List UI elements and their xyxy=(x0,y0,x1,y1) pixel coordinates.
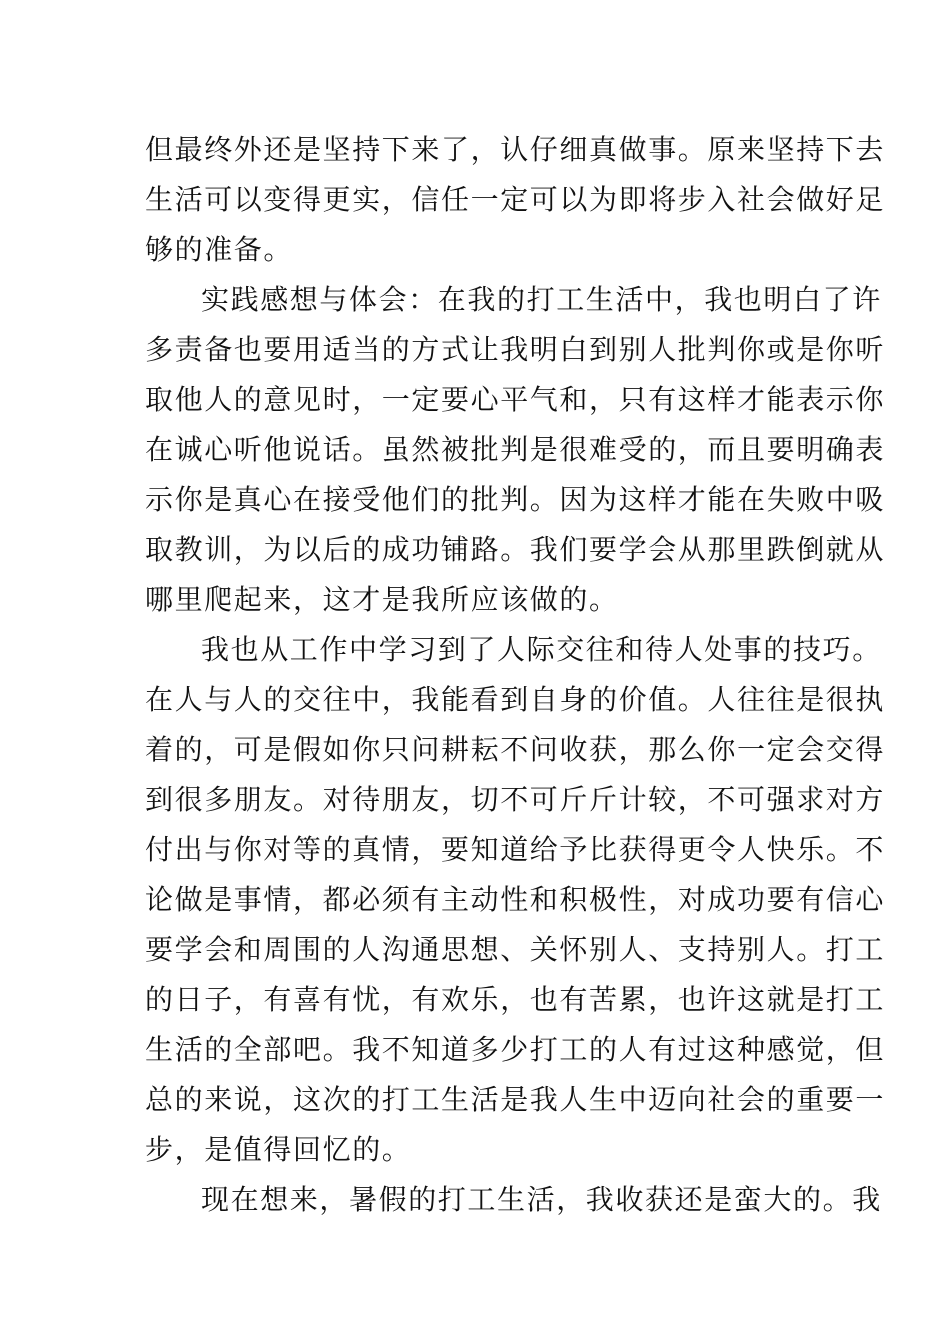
text-line: 哪里爬起来，这才是我所应该做的。 xyxy=(145,583,619,616)
text-line: 的日子，有喜有忧，有欢乐，也有苦累，也许这就是打工 xyxy=(145,983,886,1016)
paragraph-start-line: 实践感想与体会：在我的打工生活中，我也明白了许 xyxy=(201,283,882,316)
text-line: 示你是真心在接受他们的批判。因为这样才能在失败中吸 xyxy=(145,483,886,516)
text-line: 要学会和周围的人沟通思想、关怀别人、支持别人。打工 xyxy=(145,933,886,966)
text-line: 论做是事情，都必须有主动性和积极性，对成功要有信心 xyxy=(145,883,886,916)
text-line: 够的准备。 xyxy=(145,233,294,266)
text-line: 生活的全部吧。我不知道多少打工的人有过这种感觉，但 xyxy=(145,1033,886,1066)
text-line: 生活可以变得更实，信任一定可以为即将步入社会做好足 xyxy=(145,183,886,216)
text-line: 多责备也要用适当的方式让我明白到别人批判你或是你听 xyxy=(145,333,886,366)
text-line: 到很多朋友。对待朋友，切不可斤斤计较，不可强求对方 xyxy=(145,783,886,816)
text-line: 着的，可是假如你只问耕耘不问收获，那么你一定会交得 xyxy=(145,733,886,766)
text-line: 总的来说，这次的打工生活是我人生中迈向社会的重要一 xyxy=(145,1083,886,1116)
text-line: 付出与你对等的真情，要知道给予比获得更令人快乐。不 xyxy=(145,833,886,866)
text-line: 在诚心听他说话。虽然被批判是很难受的，而且要明确表 xyxy=(145,433,886,466)
text-line: 取教训，为以后的成功铺路。我们要学会从那里跌倒就从 xyxy=(145,533,886,566)
paragraph-start-line: 我也从工作中学习到了人际交往和待人处事的技巧。 xyxy=(201,633,882,666)
text-line: 步，是值得回忆的。 xyxy=(145,1133,412,1166)
text-line: 在人与人的交往中，我能看到自身的价值。人往往是很执 xyxy=(145,683,886,716)
paragraph-start-line: 现在想来，暑假的打工生活，我收获还是蛮大的。我 xyxy=(201,1183,882,1216)
text-line: 取他人的意见时，一定要心平气和，只有这样才能表示你 xyxy=(145,383,886,416)
text-line: 但最终外还是坚持下来了，认仔细真做事。原来坚持下去 xyxy=(145,133,886,166)
document-text xyxy=(145,125,886,1225)
